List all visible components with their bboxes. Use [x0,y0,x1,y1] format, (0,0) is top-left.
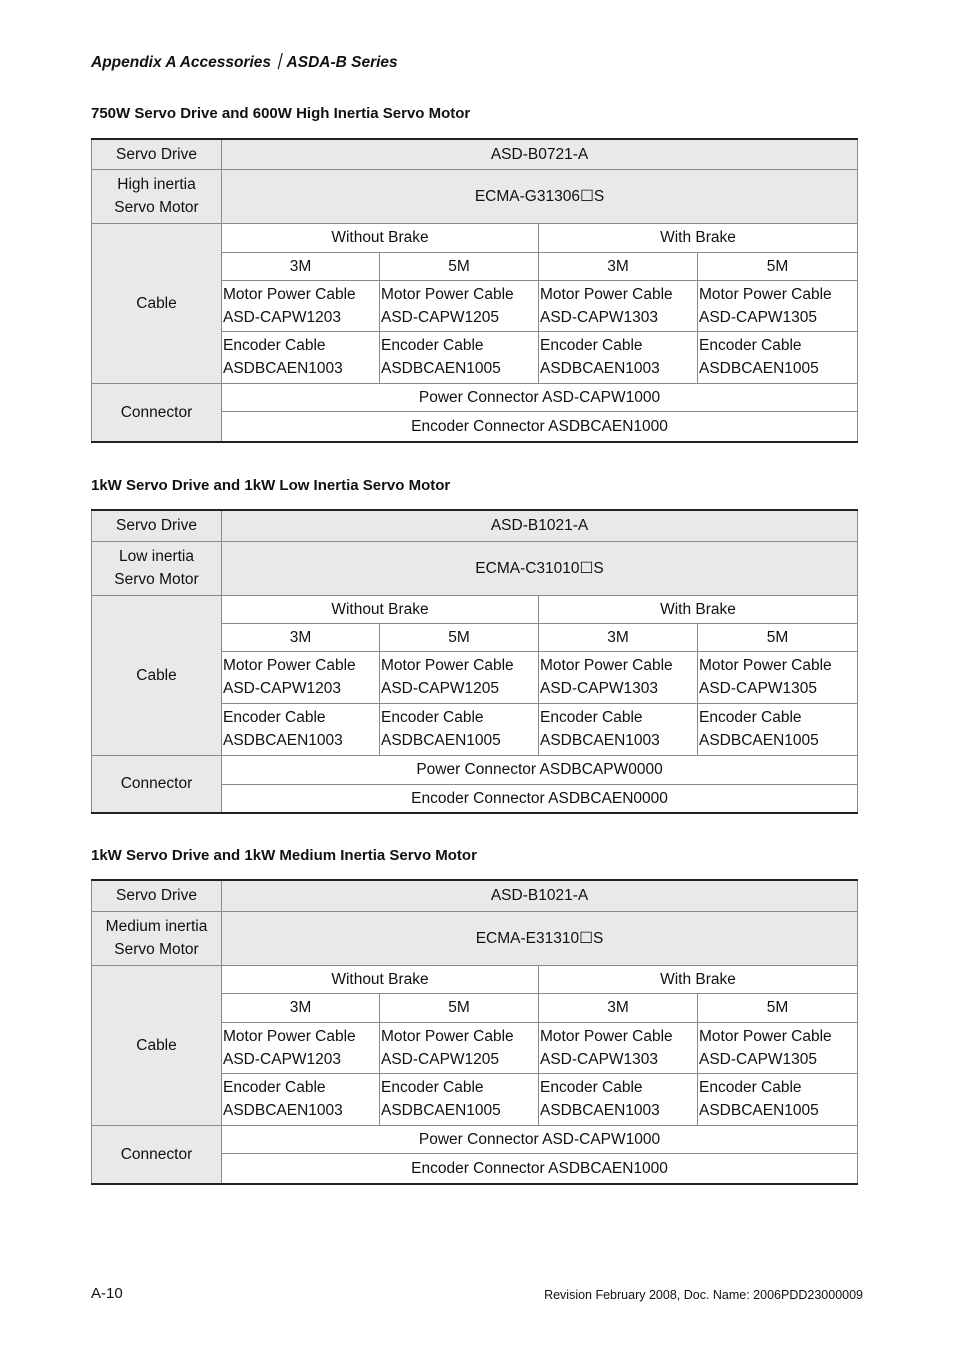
servo-drive-label: Servo Drive [92,510,222,541]
power-connector: Power Connector ASDBCAPW0000 [222,755,858,784]
section-title: 1kW Servo Drive and 1kW Medium Inertia Servo Motor [91,847,477,864]
power-cable-cell: Motor Power Cable ASD-CAPW1303 [539,280,698,331]
accessory-table [91,879,858,1185]
motor-value: ECMA-G31306☐S [222,169,858,223]
encoder-cable-cell: Encoder Cable ASDBCAEN1003 [539,331,698,383]
power-cable-cell: Motor Power Cable ASD-CAPW1205 [380,1022,539,1073]
without-brake-header: Without Brake [222,223,539,252]
power-connector: Power Connector ASD-CAPW1000 [222,1125,858,1153]
encoder-connector: Encoder Connector ASDBCAEN1000 [222,411,858,442]
length-cell: 5M [380,252,539,280]
cable-label: Cable [92,595,222,755]
encoder-cable-cell: Encoder Cable ASDBCAEN1003 [539,703,698,755]
with-brake-header: With Brake [539,965,858,993]
servo-drive-label: Servo Drive [92,139,222,169]
with-brake-header: With Brake [539,223,858,252]
power-cable-cell: Motor Power Cable ASD-CAPW1203 [222,651,380,703]
power-connector: Power Connector ASD-CAPW1000 [222,383,858,411]
encoder-cable-cell: Encoder Cable ASDBCAEN1005 [380,331,539,383]
cable-label: Cable [92,223,222,383]
servo-drive-value: ASD-B1021-A [222,510,858,541]
encoder-connector: Encoder Connector ASDBCAEN1000 [222,1153,858,1184]
encoder-cable-cell: Encoder Cable ASDBCAEN1005 [380,703,539,755]
encoder-cable-cell: Encoder Cable ASDBCAEN1003 [539,1073,698,1125]
power-cable-cell: Motor Power Cable ASD-CAPW1205 [380,280,539,331]
with-brake-header: With Brake [539,595,858,623]
cable-label: Cable [92,965,222,1125]
power-cable-cell: Motor Power Cable ASD-CAPW1305 [698,280,858,331]
length-cell: 3M [539,252,698,280]
length-cell: 5M [380,993,539,1022]
section-title: 1kW Servo Drive and 1kW Low Inertia Servo Motor [91,477,451,494]
length-cell: 5M [698,252,858,280]
servo-drive-value: ASD-B1021-A [222,880,858,911]
length-cell: 3M [539,623,698,651]
servo-drive-value: ASD-B0721-A [222,139,858,169]
connector-label: Connector [92,755,222,813]
accessory-table [91,509,858,814]
encoder-cable-cell: Encoder Cable ASDBCAEN1005 [698,331,858,383]
length-cell: 5M [698,623,858,651]
revision-note: Revision February 2008, Doc. Name: 2006PDD23000009 [544,1288,863,1302]
length-cell: 5M [698,993,858,1022]
page-header: Appendix A Accessories｜ASDA-B Series [91,54,398,71]
page-number: A-10 [91,1285,123,1302]
power-cable-cell: Motor Power Cable ASD-CAPW1303 [539,1022,698,1073]
connector-label: Connector [92,1125,222,1184]
encoder-cable-cell: Encoder Cable ASDBCAEN1003 [222,1073,380,1125]
power-cable-cell: Motor Power Cable ASD-CAPW1303 [539,651,698,703]
power-cable-cell: Motor Power Cable ASD-CAPW1203 [222,1022,380,1073]
length-cell: 3M [222,623,380,651]
power-cable-cell: Motor Power Cable ASD-CAPW1305 [698,1022,858,1073]
length-cell: 3M [539,993,698,1022]
power-cable-cell: Motor Power Cable ASD-CAPW1203 [222,280,380,331]
encoder-cable-cell: Encoder Cable ASDBCAEN1005 [380,1073,539,1125]
servo-drive-label: Servo Drive [92,880,222,911]
connector-label: Connector [92,383,222,442]
motor-value: ECMA-C31010☐S [222,541,858,595]
section-title: 750W Servo Drive and 600W High Inertia Servo Motor [91,105,471,122]
motor-label: Low inertia Servo Motor [92,541,222,595]
accessory-table [91,138,858,443]
encoder-connector: Encoder Connector ASDBCAEN0000 [222,784,858,813]
encoder-cable-cell: Encoder Cable ASDBCAEN1005 [698,703,858,755]
without-brake-header: Without Brake [222,595,539,623]
power-cable-cell: Motor Power Cable ASD-CAPW1305 [698,651,858,703]
length-cell: 3M [222,993,380,1022]
length-cell: 5M [380,623,539,651]
encoder-cable-cell: Encoder Cable ASDBCAEN1003 [222,703,380,755]
without-brake-header: Without Brake [222,965,539,993]
motor-label: High inertia Servo Motor [92,169,222,223]
encoder-cable-cell: Encoder Cable ASDBCAEN1003 [222,331,380,383]
motor-label: Medium inertia Servo Motor [92,911,222,965]
motor-value: ECMA-E31310☐S [222,911,858,965]
power-cable-cell: Motor Power Cable ASD-CAPW1205 [380,651,539,703]
length-cell: 3M [222,252,380,280]
encoder-cable-cell: Encoder Cable ASDBCAEN1005 [698,1073,858,1125]
